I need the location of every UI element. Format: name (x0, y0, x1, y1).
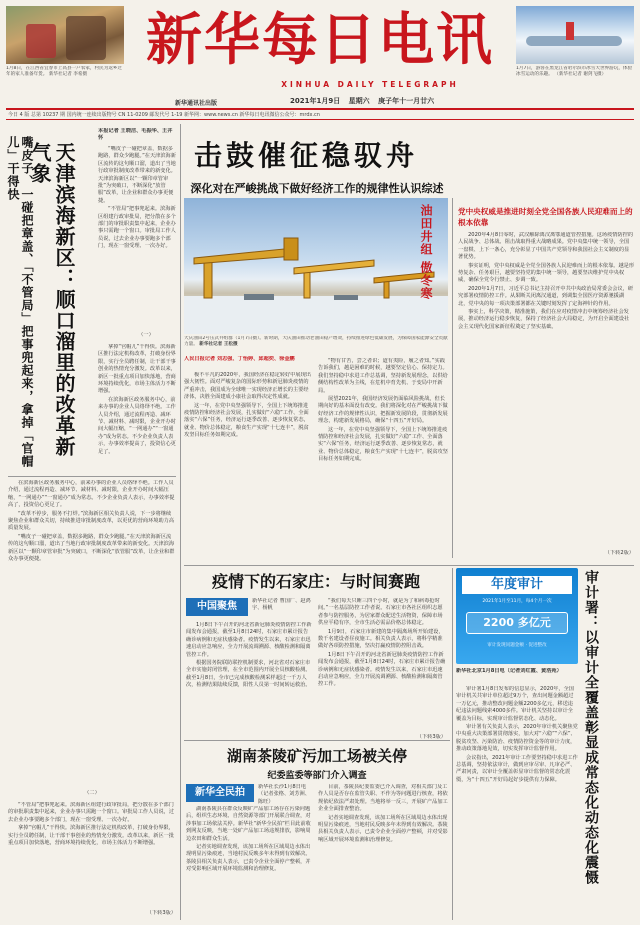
left-column-rule (180, 124, 181, 920)
masthead-date-line (290, 96, 434, 106)
left-story-para-3: 拿掉“官帽儿”干得快。滨海新区推行法定机构改革，打破身份界限，实行全员聘任制，让干部干事创业的热情充分激发。改革以来，新区一批重点项目加快落地，营商环境持续优化，市场主体活力不断增强。 (98, 344, 176, 395)
audit-byline: 新华社北京1月8日电（记者刘红霞、黄浩苑） (456, 668, 562, 674)
lead-subheadline: 深化对在严峻挑战下做好经济工作的规律性认识综述 (190, 182, 444, 195)
bottom-feature-para-1: 湖南茶陵县在群众反映矿产品加工场存在污染问题后，组织生态环境、自然资源等部门开展联合调查，对涉事加工场依法关停。新华社“新华全民拍”栏目此前收到网友反映，当地一处矿产品加工场违规排放，影响周边农田和群众生活。 (186, 806, 311, 842)
bottom-feature-rule (184, 740, 450, 741)
left-story-title: 天津滨海新区：顺口溜里的改革新气象 (28, 142, 76, 457)
right-top-para-4: 事实上，科学决策，精准施策，我们在应对疫情冲击中统筹经济社会发展，推动经济运行稳步恢复，保持了经济社会大局稳定，为开启全面建设社会主义现代化国家新征程奠定了坚实基础。 (458, 309, 630, 330)
audit-para-2: 审计署有关负责人表示，2020年审计机关聚焦党中央重大决策部署贯彻落实，加大对“六稳”“六保”、脱贫攻坚、污染防治、疫情防控资金等的审计力度，推动政策落地见效，切实发挥审计监督作用。 (456, 724, 578, 753)
lead-body-col-1 (184, 372, 312, 562)
right-top-para-1: 2020年4月8日零时，武汉解除离汉离鄂通道管控措施。这场疫情防控的人民战争、总体战、阻击战取得重大战略成果。党中央集中统一领导，全国一盘棋、上下一条心，充分彰显了中国共产党领导和我国社会主义制度的显著优势。 (458, 232, 634, 261)
right-top-para-3: 2020年1月7日，习近平总书记主持召开中共中央政治局常委会会议，研究部署疫情防控工作。从果断关闭离汉通道，到调集全国医疗资源驰援湖北，党中央的每一项决策部署都在关键时刻发挥了定海神针的作用。 (458, 285, 634, 307)
bottom-feature-col-2 (318, 784, 448, 920)
mid-horizontal-rule (184, 565, 634, 566)
left-story-body-2 (98, 344, 176, 474)
masthead-edition-info: 今日 4 版 总第 10237 期 国内统一连续出版物号 CN 11-0209 邮发代号 1-19 新华网：www.news.cn 新华每日电讯微信公众号：mrdx.cn (8, 112, 320, 118)
bottom-feature-col-1 (186, 806, 312, 920)
bottom-feature-subheadline: 纪委监委等部门介入调查 (267, 771, 367, 781)
audit-body (456, 686, 578, 918)
masthead-publisher: 新华通讯社出版 (175, 100, 218, 107)
mid-feature-para-1b: 1月8日下午召开的河北省新冠肺炎疫情防控工作新闻发布会通报，截至1月8日24时，石家庄市累计报告确诊病例和无症状感染者。疫情发生以来，石家庄市迅速启动应急响应，全力开展流调溯源、核酸检测和隔离管控工作。 (318, 651, 446, 688)
left-story-continued: （下转3版） (146, 910, 176, 916)
left-story-body-4 (8, 802, 176, 910)
left-story-para-1b: “嘴皮子一碰把章盖，数据多跑路，群众少跑腿。”在天津滨海新区流传的这句顺口溜，道出了当地行政审批制度改革带来的新变化。天津滨海新区以“一颗印章管审批”为突破口，不断深化“放管服”改革，让企业和群众办事更便捷。 (8, 533, 175, 563)
left-story-para-1: “嘴皮子一碰把章盖，数据多跑路，群众少跑腿。”在天津滨海新区流传的这句顺口溜，道出了当地行政审批制度改革带来的新变化。天津滨海新区以“一颗印章管审批”为突破口，不断深化“放管服”改革，让企业和群众办事更便捷。 (98, 146, 176, 204)
left-story-byline: 本报记者 王晓洁、毛振华、王井怀 (98, 128, 173, 142)
bottom-feature-headline: 湖南茶陵矿污加工场被关停 (226, 747, 407, 765)
masthead-title-text: 新华每日电讯 (146, 7, 494, 73)
mid-feature-badge-text: 中国聚焦 (197, 601, 237, 612)
lead-byline: 人民日报记者 刘志强、丁怡婷、邱超奕、徐金鹏 (184, 356, 295, 362)
left-story-body-1 (98, 146, 176, 330)
lead-headline: 击鼓催征稳驭舟 (193, 139, 418, 172)
masthead-lunar: 庚子年十一月廿六 (378, 97, 435, 105)
left-story-para-5: “改革不停步，服务不打烊。”滨海新区相关负责人说，下一步将继续聚焦企业和群众关切，持续推进审批制度改革，以更优的营商环境助力高质量发展。 (8, 510, 175, 532)
masthead-right-caption-text: 1月7日，游客在黑龙江省哈尔滨市冰雪大世界游玩，体验冰雪运动的乐趣。 (516, 66, 633, 77)
mid-feature-col-2 (318, 598, 446, 732)
lead-para-3: “物有甘苦，尝之者识；道有夷险，履之者知。”实践告诉我们，越是困难的时候，越要坚定信心、保持定力。我们坚持稳中求进工作总基调，坚持新发展理念，以供给侧结构性改革为主线，在危机中育先机、于变局中开新局。 (318, 358, 448, 394)
masthead-right-caption (516, 66, 634, 92)
left-story-para-2: “不管局”把事兜起来。滨海新区组建行政审批局，把分散在多个部门的审批职责集中起来，企业办事只需跑一个窗口。审批局工作人员说，过去企业办事要跑多个部门，现在一窗受理、一次办好。 (98, 206, 176, 250)
right-top-continued: （下转2版） (604, 550, 634, 556)
masthead-right-credit: （新华社记者 谢剑飞摄） (554, 72, 607, 77)
bottom-feature-badge-text: 新华全民拍 (195, 787, 245, 798)
bottom-feature-badge (186, 784, 254, 802)
audit-ad-amount-box (466, 612, 568, 634)
masthead-left-photo (6, 6, 124, 64)
lead-photo (184, 198, 448, 334)
bottom-feature-para-2b: 记者实地调查发现，该加工场所在区域周边水体出现明显污染痕迹，当地村民反映多年未得到有效解决。茶陵县相关负责人表示，已责令企业全面停产整顿，并对受影响区域开展环境监测和治理修复。 (318, 814, 448, 843)
right-column-rule (452, 568, 453, 920)
left-story-para-3b: 拿掉“官帽儿”干得快。滨海新区推行法定机构改革，打破身份界限，实行全员聘任制，让干部干事创业的热情充分激发。改革以来，新区一批重点项目加快落地，营商环境持续优化，市场主体活力不断增强。 (8, 825, 175, 847)
lead-para-2: 这一年，在党中央坚强领导下，全国上下统筹推进疫情防控和经济社会发展，扎实做好“六稳”工作、全面落实“六保”任务，经济运行逐季改善、逐步恢复常态，就业、物价总体稳定，粮食生产实现“十七连丰”，脱贫攻坚目标任务如期完成。 (184, 402, 309, 439)
masthead-left-credit: 新华社记者 李希摄 (48, 72, 88, 77)
masthead-rule (6, 108, 634, 110)
masthead-left-caption (6, 66, 124, 92)
left-story-body-3 (8, 480, 176, 780)
masthead-bottom-rule (6, 119, 634, 120)
left-story-divider (8, 476, 176, 477)
masthead-title-en: XINHUA DAILY TELEGRAPH (281, 80, 459, 89)
mid-feature-continued: （下转3版） (416, 734, 446, 740)
mid-feature-para-4: 1月9日，石家庄市新建的集中隔离场所开始建设，数千名建设者昼夜施工。相关负责人表示，将科学精准做好各项防控措施，坚决打赢疫情防控阻击战。 (318, 628, 444, 650)
left-story (6, 122, 178, 922)
audit-headline: 审计署：以审计全覆盖彰显成常态化动态化震慑 (583, 570, 599, 885)
oil-pump-illustration (184, 198, 448, 334)
masthead (0, 0, 640, 120)
lead-photo-caption-text: 大庆油田2号压式井组群（1月7日摄）。新时期，大庆油田推动老油田稳产增效，持续推进绿色低碳发展，为保障国家能源安全贡献力量。 (184, 336, 448, 347)
lead-para-1: 极不平凡的2020年，我国经济在稳定转好中展现出强大韧性。面对严峻复杂的国际形势和新冠肺炎疫情的严重冲击，我国成为全球唯一实现经济正增长的主要经济体，决胜全面建成小康社会取得决定性成就。 (184, 372, 311, 401)
audit-ad-amount: 2200 多亿元 (483, 616, 551, 629)
masthead-date: 2021年1月9日 (290, 97, 341, 105)
audit-ad (456, 568, 578, 664)
mid-feature-para-1: 1月8日下午召开的河北省新冠肺炎疫情防控工作新闻发布会通报，截至1月8日24时，石家庄市累计报告确诊病例和无症状感染者。疫情发生以来，石家庄市迅速启动应急响应，全力开展流调溯源、核酸检测和隔离管控工作。 (186, 622, 312, 658)
mid-feature-badge (186, 598, 248, 616)
bottom-feature-byline: 新华社长沙1月8日电（记者张格、刘芳洲、陈旺） (258, 784, 310, 805)
center-right-rule (452, 198, 453, 558)
mid-feature-byline: 新华社记者 曹国厂、赵鸿宇、杨帆 (252, 598, 311, 612)
mid-feature-col-1 (186, 622, 312, 732)
masthead-title (140, 8, 500, 78)
mid-feature-headline: 疫情下的石家庄：与时间赛跑 (211, 572, 420, 591)
lead-body-col-2 (318, 358, 448, 562)
left-story-marker-1: （一） (138, 332, 154, 338)
right-top-body (458, 232, 634, 548)
mid-feature-para-3: “我们每天只睡三四个小时，就是为了和病毒抢时间。”一名基层防控工作者说。石家庄市各社区组织志愿者参与防控服务，为居家群众配送生活物资，保障市场供应平稳有序，全市生活必需品价格总体稳定。 (318, 598, 443, 627)
audit-ad-foot: 审计发现问题金额 · 促进整改 (487, 643, 547, 648)
left-story-kicker: 嘴皮子、一碰把章盖、「不管局」把事兜起来，拿掉「官帽儿」干得快 (6, 136, 34, 468)
left-story-marker-2: （二） (84, 790, 100, 796)
audit-para-1: 审计署1月8日发布的信息显示，2020年，全国审计机关共审计单位超过9万个，查出问题金额超过一万亿元，推动整改问题金额2200多亿元，移送违纪违法问题线索4000多件。审计机关坚持以审计全覆盖为目标，实现审计监督常态化、动态化。 (456, 686, 574, 722)
masthead-weekday: 星期六 (348, 97, 370, 105)
audit-para-3: 会议指出，2021年审计工作要坚持稳中求进工作总基调，坚持依法审计，做到应审尽审、凡审必严、严肃问责，以审计全覆盖彰显审计监督的常态化震慑，为“十四五”开好局起好步提供有力保障。 (456, 754, 578, 783)
lead-photo-credit: 新华社记者 王松摄 (199, 342, 238, 347)
lead-para-2c: 这一年，在党中央坚强领导下，全国上下统筹推进疫情防控和经济社会发展，扎实做好“六稳”工作、全面落实“六保”任务，经济运行逐季改善、逐步恢复常态，就业、物价总体稳定，粮食生产实现“十七连丰”，脱贫攻坚目标任务如期完成。 (318, 426, 448, 463)
lead-para-4: 展望2021年，我国经济发展仍面临风险挑战，但长期向好的基本面没有改变。我们将深化对在严峻挑战下做好经济工作的规律性认识，把握新发展阶段，贯彻新发展理念，构建新发展格局，确保“十四五”开好局。 (318, 396, 448, 425)
mid-feature-para-2: 根据国务院联防联控机制要求，河北省对石家庄市全市实施封闭管理，在全市范围内开展全员核酸检测。截至1月8日，全市已完成核酸检测采样超过一千万人次，检测结果陆续反馈，阳性人员第一时间转运救治。 (186, 660, 311, 689)
audit-ad-title: 年度审计 (462, 576, 572, 594)
right-top-para-2: 事实证明，党中央权威是全党全国各族人民迎难而上的根本依靠。越是形势复杂、任务艰巨，越要坚持党的集中统一领导，越要坚决维护党中央权威，确保全党令行禁止、步调一致。 (458, 262, 634, 284)
left-story-para-2b: “不管局”把事兜起来。滨海新区组建行政审批局，把分散在多个部门的审批职责集中起来，企业办事只需跑一个窗口。审批局工作人员说，过去企业办事要跑多个部门，现在一窗受理、一次办好。 (8, 802, 175, 823)
lead-photo-caption (184, 336, 448, 356)
masthead-left-caption-text: 1月8日，在江西省宜春市上高县一户农家，村民为返乡过年的家人准备年货。 (6, 66, 123, 77)
bottom-feature-para-2: 记者实地调查发现，该加工场所在区域周边水体出现明显污染痕迹，当地村民反映多年未得到有效解决。茶陵县相关负责人表示，已责令企业全面停产整顿，并对受影响区域开展环境监测和治理修复。 (186, 844, 311, 873)
left-story-para-4: 在滨海新区政务服务中心，前来办事的企业人员络绎不绝。工作人员介绍，通过流程再造、减环节、减材料、减时限，企业开办时间大幅压缩，“一网通办”“一窗通办”成为常态。不少企业负责人表示，办事效率提高了，投资信心更足了。 (8, 480, 175, 509)
bottom-feature-para-3: 目前，茶陵县纪委监委已介入调查，对相关部门及工作人员是否存在监管失职、不作为等问题进行核查，将依规依纪依法严肃处理。当地将举一反三，开展矿产品加工企业全面排查整治。 (318, 784, 448, 813)
left-story-para-4a: 在滨海新区政务服务中心，前来办事的企业人员络绎不绝。工作人员介绍，通过流程再造、减环节、减材料、减时限，企业开办时间大幅压缩，“一网通办”“一窗通办”成为常态。不少企业负责人表示，办事效率提高了，投资信心更足了。 (98, 396, 176, 455)
lead-photo-title: 油田井组 傲冬寒 (419, 204, 433, 301)
right-top-title: 党中央权威是推进时刻全党全国各族人民迎难而上的根本依靠 (458, 207, 633, 227)
audit-ad-subtitle: 2021年1月至11月，每4个月一次 (482, 599, 552, 604)
masthead-right-photo (516, 6, 634, 64)
